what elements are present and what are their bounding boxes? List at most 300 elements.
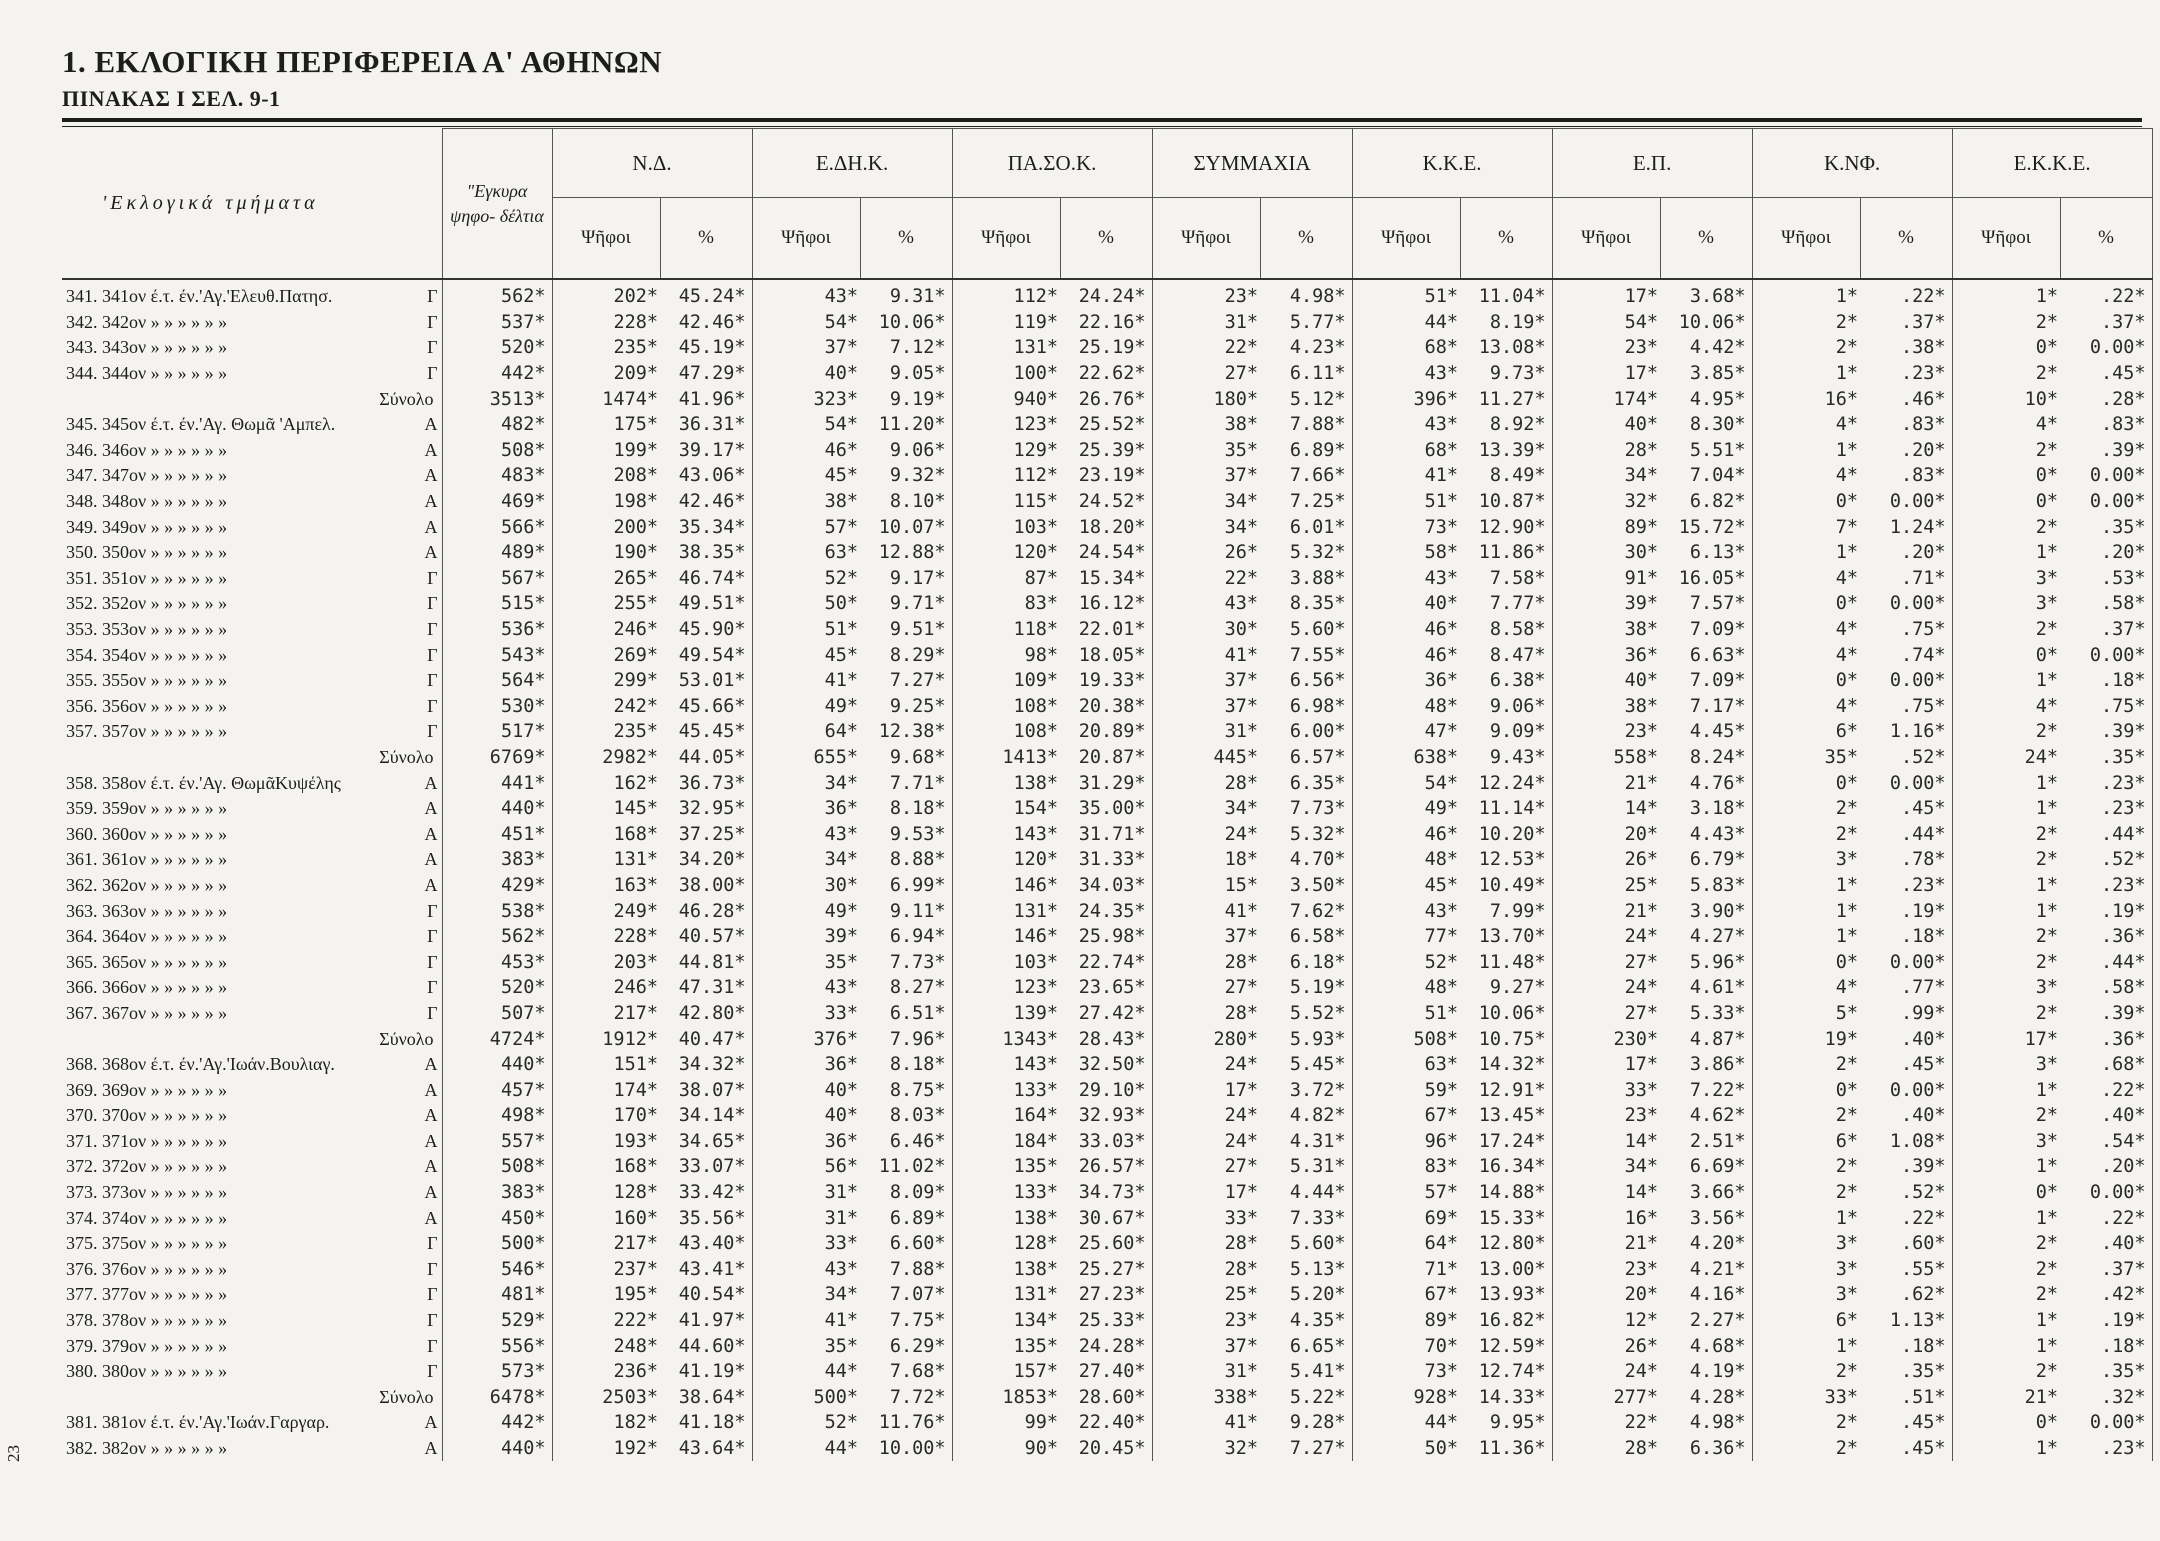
party-votes: 192* <box>552 1436 660 1462</box>
section-region: Γ <box>427 1002 438 1023</box>
party-percent: 20.45* <box>1060 1436 1152 1462</box>
party-votes: 236* <box>552 1359 660 1385</box>
party-votes: 35* <box>752 949 860 975</box>
party-votes: 112* <box>952 279 1060 310</box>
party-percent: .40* <box>1860 1103 1952 1129</box>
party-percent: .99* <box>1860 1001 1952 1027</box>
party-votes: 45* <box>1352 873 1460 899</box>
party-percent: .23* <box>2060 796 2152 822</box>
section-region: Γ <box>427 721 438 742</box>
party-votes: 40* <box>1352 591 1460 617</box>
party-percent: 3.85* <box>1660 361 1752 387</box>
valid-ballots: 483* <box>442 463 552 489</box>
party-votes: 34* <box>752 1282 860 1308</box>
party-percent: 39.17* <box>660 438 752 464</box>
party-percent: 8.10* <box>860 489 952 515</box>
party-votes: 2* <box>1752 1103 1860 1129</box>
section-region: Γ <box>427 286 438 307</box>
section-region: Α <box>424 1079 438 1100</box>
party-votes: 19* <box>1752 1026 1860 1052</box>
party-votes: 109* <box>952 668 1060 694</box>
party-percent: 44.60* <box>660 1333 752 1359</box>
party-percent: 47.31* <box>660 975 752 1001</box>
valid-ballots: 489* <box>442 540 552 566</box>
party-percent: 6.36* <box>1660 1436 1752 1462</box>
section-label <box>62 412 442 438</box>
party-percent: 9.19* <box>860 386 952 412</box>
party-votes: 73* <box>1352 514 1460 540</box>
party-percent: 5.93* <box>1260 1026 1352 1052</box>
party-percent: 7.07* <box>860 1282 952 1308</box>
table-row <box>62 540 2152 566</box>
party-votes: 17* <box>1952 1026 2060 1052</box>
party-percent: 22.40* <box>1060 1410 1152 1436</box>
party-percent: 6.57* <box>1260 745 1352 771</box>
party-percent: 9.05* <box>860 361 952 387</box>
party-percent: .60* <box>1860 1231 1952 1257</box>
table-row <box>62 796 2152 822</box>
party-percent: 8.92* <box>1460 412 1552 438</box>
party-percent: 9.11* <box>860 898 952 924</box>
table-row <box>62 1333 2152 1359</box>
party-votes: 17* <box>1552 361 1660 387</box>
party-percent: .32* <box>2060 1385 2152 1411</box>
party-percent: .19* <box>1860 898 1952 924</box>
valid-ballots: 520* <box>442 335 552 361</box>
votes-subheader: Ψῆφοι <box>552 198 660 280</box>
party-percent: 31.29* <box>1060 770 1152 796</box>
section-name: Σύνολο <box>379 1386 434 1407</box>
party-votes: 64* <box>1352 1231 1460 1257</box>
party-percent: 4.98* <box>1260 279 1352 310</box>
valid-ballots: 4724* <box>442 1026 552 1052</box>
party-percent: 25.39* <box>1060 438 1152 464</box>
party-percent: 32.93* <box>1060 1103 1152 1129</box>
party-votes: 89* <box>1552 514 1660 540</box>
party-votes: 87* <box>952 566 1060 592</box>
party-votes: 2* <box>1752 335 1860 361</box>
table-row <box>62 1129 2152 1155</box>
valid-ballots: 481* <box>442 1282 552 1308</box>
party-votes: 30* <box>1552 540 1660 566</box>
party-percent: 8.47* <box>1460 642 1552 668</box>
party-votes: 17* <box>1552 1052 1660 1078</box>
party-votes: 6* <box>1752 1308 1860 1334</box>
party-votes: 23* <box>1552 335 1660 361</box>
section-name: 382. 382ον » » » » » » <box>66 1438 228 1459</box>
party-votes: 3* <box>1952 591 2060 617</box>
section-name: 374. 374ον » » » » » » <box>66 1207 228 1228</box>
party-votes: 193* <box>552 1129 660 1155</box>
section-region: Γ <box>427 1233 438 1254</box>
party-votes: 184* <box>952 1129 1060 1155</box>
party-votes: 30* <box>1152 617 1260 643</box>
party-votes: 33* <box>752 1001 860 1027</box>
party-percent: 35.56* <box>660 1205 752 1231</box>
party-votes: 208* <box>552 463 660 489</box>
party-votes: 4* <box>1752 412 1860 438</box>
section-name: 345. 345ον έ.τ. έν.'Αγ. Θωμᾶ 'Αμπελ. <box>66 414 336 435</box>
party-percent: 3.72* <box>1260 1077 1352 1103</box>
party-votes: 199* <box>552 438 660 464</box>
party-percent: .77* <box>1860 975 1952 1001</box>
section-region: Α <box>424 491 438 512</box>
party-percent: 38.35* <box>660 540 752 566</box>
party-votes: 31* <box>752 1205 860 1231</box>
party-votes: 51* <box>1352 489 1460 515</box>
party-percent: 10.49* <box>1460 873 1552 899</box>
party-percent: 0.00* <box>2060 642 2152 668</box>
section-region: Α <box>424 1412 438 1433</box>
party-votes: 36* <box>1552 642 1660 668</box>
party-votes: 37* <box>1152 924 1260 950</box>
party-votes: 58* <box>1352 540 1460 566</box>
party-percent: 5.22* <box>1260 1385 1352 1411</box>
section-name: 357. 357ον » » » » » » <box>66 721 228 742</box>
party-votes: 48* <box>1352 694 1460 720</box>
party-percent: .20* <box>1860 540 1952 566</box>
party-votes: 28* <box>1152 949 1260 975</box>
party-votes: 36* <box>1352 668 1460 694</box>
party-votes: 50* <box>1352 1436 1460 1462</box>
table-row <box>62 668 2152 694</box>
party-percent: .20* <box>2060 1154 2152 1180</box>
party-percent: 45.90* <box>660 617 752 643</box>
party-votes: 49* <box>752 898 860 924</box>
section-region: Α <box>424 1182 438 1203</box>
percent-subheader: % <box>1860 198 1952 280</box>
section-name: 366. 366ον » » » » » » <box>66 977 228 998</box>
section-label <box>62 617 442 643</box>
party-votes: 2* <box>1952 617 2060 643</box>
party-votes: 36* <box>752 1129 860 1155</box>
valid-ballots: 538* <box>442 898 552 924</box>
party-votes: 138* <box>952 1257 1060 1283</box>
party-votes: 1413* <box>952 745 1060 771</box>
party-votes: 67* <box>1352 1282 1460 1308</box>
party-votes: 59* <box>1352 1077 1460 1103</box>
party-votes: 200* <box>552 514 660 540</box>
party-percent: 5.20* <box>1260 1282 1352 1308</box>
party-votes: 129* <box>952 438 1060 464</box>
table-row <box>62 1257 2152 1283</box>
party-percent: .83* <box>1860 412 1952 438</box>
party-votes: 54* <box>1352 770 1460 796</box>
party-votes: 174* <box>1552 386 1660 412</box>
party-votes: 128* <box>552 1180 660 1206</box>
party-percent: 6.65* <box>1260 1333 1352 1359</box>
party-votes: 34* <box>1152 514 1260 540</box>
party-votes: 43* <box>1352 898 1460 924</box>
party-votes: 23* <box>1552 1257 1660 1283</box>
party-votes: 230* <box>1552 1026 1660 1052</box>
party-percent: 2.51* <box>1660 1129 1752 1155</box>
party-percent: 25.19* <box>1060 335 1152 361</box>
party-percent: 4.45* <box>1660 719 1752 745</box>
party-percent: 10.06* <box>1460 1001 1552 1027</box>
party-percent: 34.14* <box>660 1103 752 1129</box>
party-percent: 18.20* <box>1060 514 1152 540</box>
section-label <box>62 873 442 899</box>
party-votes: 91* <box>1552 566 1660 592</box>
party-votes: 143* <box>952 1052 1060 1078</box>
party-votes: 16* <box>1552 1205 1660 1231</box>
party-percent: 4.70* <box>1260 847 1352 873</box>
section-label <box>62 1333 442 1359</box>
total-row <box>62 1026 2152 1052</box>
party-votes: 120* <box>952 540 1060 566</box>
party-percent: 6.51* <box>860 1001 952 1027</box>
section-region: Α <box>424 1207 438 1228</box>
party-percent: .58* <box>2060 591 2152 617</box>
valid-ballots: 6478* <box>442 1385 552 1411</box>
party-votes: 3* <box>1752 847 1860 873</box>
party-votes: 2* <box>1952 719 2060 745</box>
party-votes: 1* <box>1752 1333 1860 1359</box>
party-votes: 131* <box>952 335 1060 361</box>
section-region: Γ <box>427 900 438 921</box>
party-votes: 195* <box>552 1282 660 1308</box>
party-votes: 4* <box>1752 694 1860 720</box>
section-label <box>62 1231 442 1257</box>
table-row <box>62 1359 2152 1385</box>
party-percent: 4.87* <box>1660 1026 1752 1052</box>
section-region: Α <box>424 439 438 460</box>
party-votes: 396* <box>1352 386 1460 412</box>
party-votes: 138* <box>952 770 1060 796</box>
party-percent: 0.00* <box>1860 949 1952 975</box>
party-percent: 8.30* <box>1660 412 1752 438</box>
section-label <box>62 1052 442 1078</box>
party-percent: 20.38* <box>1060 694 1152 720</box>
party-percent: 32.95* <box>660 796 752 822</box>
party-votes: 168* <box>552 821 660 847</box>
section-name: 355. 355ον » » » » » » <box>66 670 228 691</box>
section-name: 377. 377ον » » » » » » <box>66 1284 228 1305</box>
party-percent: 15.34* <box>1060 566 1152 592</box>
party-votes: 217* <box>552 1231 660 1257</box>
section-region: Α <box>424 772 438 793</box>
party-percent: 7.12* <box>860 335 952 361</box>
party-votes: 34* <box>1552 1154 1660 1180</box>
section-name: 368. 368ον έ.τ. έν.'Αγ.'Ιωάν.Βουλιαγ. <box>66 1054 335 1075</box>
votes-subheader: Ψῆφοι <box>1152 198 1260 280</box>
party-votes: 30* <box>752 873 860 899</box>
party-percent: .83* <box>1860 463 1952 489</box>
total-row <box>62 386 2152 412</box>
party-percent: 7.58* <box>1460 566 1552 592</box>
party-percent: .23* <box>2060 770 2152 796</box>
party-percent: 5.83* <box>1660 873 1752 899</box>
party-votes: 0* <box>1952 463 2060 489</box>
party-percent: 30.67* <box>1060 1205 1152 1231</box>
section-name: 344. 344ον » » » » » » <box>66 363 228 384</box>
party-percent: .44* <box>1860 821 1952 847</box>
party-votes: 40* <box>752 1103 860 1129</box>
party-votes: 0* <box>1752 668 1860 694</box>
party-votes: 151* <box>552 1052 660 1078</box>
valid-ballots: 517* <box>442 719 552 745</box>
section-region: Γ <box>427 977 438 998</box>
party-percent: 6.46* <box>860 1129 952 1155</box>
party-votes: 133* <box>952 1180 1060 1206</box>
header-rule <box>62 118 2142 122</box>
party-percent: 33.42* <box>660 1180 752 1206</box>
party-votes: 170* <box>552 1103 660 1129</box>
table-row <box>62 489 2152 515</box>
party-votes: 38* <box>752 489 860 515</box>
section-label <box>62 335 442 361</box>
party-percent: 12.24* <box>1460 770 1552 796</box>
party-votes: 50* <box>752 591 860 617</box>
party-votes: 4* <box>1752 566 1860 592</box>
party-percent: 13.08* <box>1460 335 1552 361</box>
party-votes: 146* <box>952 924 1060 950</box>
party-percent: 7.73* <box>860 949 952 975</box>
party-percent: 4.61* <box>1660 975 1752 1001</box>
party-percent: 13.39* <box>1460 438 1552 464</box>
party-percent: 38.64* <box>660 1385 752 1411</box>
party-votes: 41* <box>752 1308 860 1334</box>
section-name: 373. 373ον » » » » » » <box>66 1182 228 1203</box>
party-votes: 249* <box>552 898 660 924</box>
section-label <box>62 1282 442 1308</box>
party-percent: .20* <box>2060 540 2152 566</box>
valid-ballots: 543* <box>442 642 552 668</box>
party-percent: 7.75* <box>860 1308 952 1334</box>
party-votes: 4* <box>1952 694 2060 720</box>
party-votes: 174* <box>552 1077 660 1103</box>
party-percent: 4.16* <box>1660 1282 1752 1308</box>
section-region: Γ <box>427 567 438 588</box>
party-votes: 45* <box>752 642 860 668</box>
section-label <box>62 1129 442 1155</box>
party-votes: 48* <box>1352 975 1460 1001</box>
party-votes: 202* <box>552 279 660 310</box>
section-label <box>62 1410 442 1436</box>
party-votes: 1912* <box>552 1026 660 1052</box>
votes-subheader: Ψῆφοι <box>1952 198 2060 280</box>
party-votes: 41* <box>1352 463 1460 489</box>
section-name: 359. 359ον » » » » » » <box>66 798 228 819</box>
party-percent: 0.00* <box>2060 489 2152 515</box>
party-percent: 6.29* <box>860 1333 952 1359</box>
party-percent: 8.09* <box>860 1180 952 1206</box>
valid-ballots-header: "Εγκυρα ψηφο- δέλτια <box>442 129 552 280</box>
party-percent: 35.34* <box>660 514 752 540</box>
party-percent: .75* <box>1860 617 1952 643</box>
party-votes: 26* <box>1152 540 1260 566</box>
party-votes: 1* <box>1952 1333 2060 1359</box>
section-region: Α <box>424 849 438 870</box>
party-percent: .37* <box>2060 1257 2152 1283</box>
party-percent: 3.88* <box>1260 566 1352 592</box>
party-votes: 217* <box>552 1001 660 1027</box>
party-percent: 10.00* <box>860 1436 952 1462</box>
party-percent: 7.22* <box>1660 1077 1752 1103</box>
party-percent: .45* <box>1860 796 1952 822</box>
party-percent: .45* <box>2060 361 2152 387</box>
party-votes: 43* <box>752 975 860 1001</box>
party-votes: 2* <box>1952 821 2060 847</box>
party-percent: 49.54* <box>660 642 752 668</box>
party-percent: 6.00* <box>1260 719 1352 745</box>
party-votes: 103* <box>952 514 1060 540</box>
party-percent: 40.57* <box>660 924 752 950</box>
party-percent: 8.27* <box>860 975 952 1001</box>
section-label <box>62 668 442 694</box>
percent-subheader: % <box>660 198 752 280</box>
party-votes: 323* <box>752 386 860 412</box>
party-votes: 40* <box>1552 412 1660 438</box>
party-percent: 42.80* <box>660 1001 752 1027</box>
section-name: 378. 378ον » » » » » » <box>66 1310 228 1331</box>
party-percent: .38* <box>1860 335 1952 361</box>
party-percent: 25.60* <box>1060 1231 1152 1257</box>
party-votes: 131* <box>952 898 1060 924</box>
party-votes: 34* <box>1152 489 1260 515</box>
party-votes: 89* <box>1352 1308 1460 1334</box>
valid-ballots: 556* <box>442 1333 552 1359</box>
party-votes: 41* <box>752 668 860 694</box>
party-percent: 4.95* <box>1660 386 1752 412</box>
party-votes: 90* <box>952 1436 1060 1462</box>
table-row <box>62 1436 2152 1462</box>
party-percent: 46.28* <box>660 898 752 924</box>
party-votes: 63* <box>1352 1052 1460 1078</box>
party-percent: 4.28* <box>1660 1385 1752 1411</box>
party-percent: 9.06* <box>1460 694 1552 720</box>
party-percent: 36.73* <box>660 770 752 796</box>
party-percent: 9.25* <box>860 694 952 720</box>
party-votes: 41* <box>1152 898 1260 924</box>
section-name: 349. 349ον » » » » » » <box>66 516 228 537</box>
party-votes: 37* <box>1152 1333 1260 1359</box>
party-votes: 63* <box>752 540 860 566</box>
section-label <box>62 1205 442 1231</box>
party-votes: 940* <box>952 386 1060 412</box>
party-votes: 98* <box>952 642 1060 668</box>
party-percent: .42* <box>2060 1282 2152 1308</box>
party-votes: 32* <box>1152 1436 1260 1462</box>
party-percent: 7.99* <box>1460 898 1552 924</box>
party-percent: 5.60* <box>1260 1231 1352 1257</box>
party-percent: 7.62* <box>1260 898 1352 924</box>
valid-ballots: 429* <box>442 873 552 899</box>
valid-ballots: 537* <box>442 310 552 336</box>
section-name: 380. 380ον » » » » » » <box>66 1361 228 1382</box>
party-percent: 27.42* <box>1060 1001 1152 1027</box>
party-votes: 134* <box>952 1308 1060 1334</box>
party-votes: 39* <box>1552 591 1660 617</box>
party-votes: 2* <box>1752 310 1860 336</box>
party-votes: 14* <box>1552 1129 1660 1155</box>
party-percent: 4.82* <box>1260 1103 1352 1129</box>
party-votes: 27* <box>1552 949 1660 975</box>
party-percent: .37* <box>2060 617 2152 643</box>
table-row <box>62 719 2152 745</box>
party-percent: .55* <box>1860 1257 1952 1283</box>
party-percent: 28.60* <box>1060 1385 1152 1411</box>
section-region: Α <box>424 1105 438 1126</box>
party-percent: 6.89* <box>1260 438 1352 464</box>
party-percent: 12.91* <box>1460 1077 1552 1103</box>
party-votes: 143* <box>952 821 1060 847</box>
party-percent: 14.33* <box>1460 1385 1552 1411</box>
table-row <box>62 1282 2152 1308</box>
party-percent: 49.51* <box>660 591 752 617</box>
party-percent: 34.65* <box>660 1129 752 1155</box>
